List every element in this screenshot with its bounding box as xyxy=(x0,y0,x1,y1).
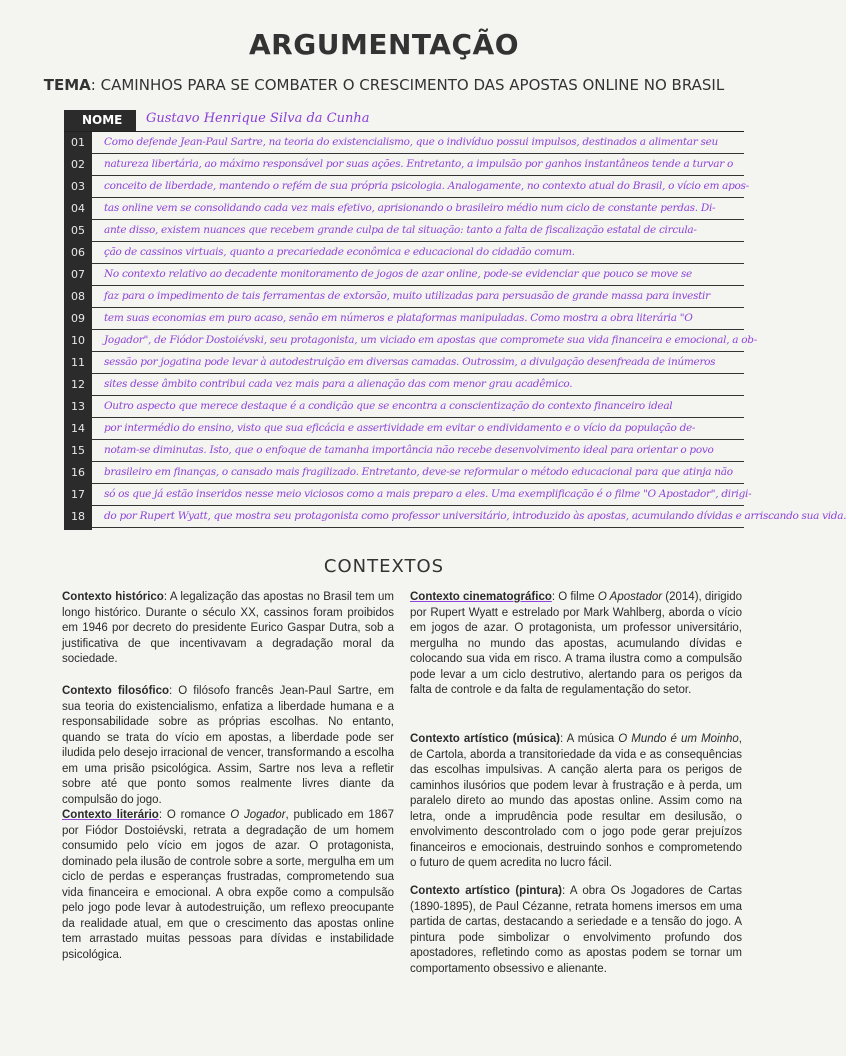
line-number: 15 xyxy=(71,444,85,457)
handwritten-line[interactable]: por intermédio do ensino, visto que sua eficácia e assertividade em evitar o endividamento e o vício da população de- xyxy=(104,422,696,434)
page-title: ARGUMENTAÇÃO xyxy=(249,28,519,61)
line-number: 10 xyxy=(71,334,85,347)
handwritten-line[interactable]: tem suas economias em puro acaso, senão em números e plataformas manipuladas. Como mostra a obra literária "O xyxy=(104,312,693,324)
handwritten-line[interactable]: brasileiro em finanças, o cansado mais fragilizado. Entretanto, deve-se reformular o método educacional para que atinja não xyxy=(104,466,733,478)
context-filosofico xyxy=(62,684,394,808)
context-musica-work: O Mundo é um Moinho xyxy=(618,733,739,745)
line-number: 07 xyxy=(71,268,85,281)
line-number: 13 xyxy=(71,400,85,413)
handwritten-line[interactable]: sites desse âmbito contribui cada vez mais para a alienação das com menor grau acadêmico. xyxy=(104,378,573,390)
handwritten-line[interactable]: faz para o impedimento de tais ferramentas de extorsão, muito utilizadas para persuasão de grande massa para investir xyxy=(104,290,710,302)
line-number: 18 xyxy=(71,510,85,523)
context-pintura-head: Contexto artístico (pintura) xyxy=(410,885,562,897)
handwritten-line[interactable]: conceito de liberdade, mantendo o refém de sua própria psicologia. Analogamente, no contexto atual do Brasil, o vício em apos- xyxy=(104,180,749,192)
line-number: 06 xyxy=(71,246,85,259)
handwritten-line[interactable]: ção de cassinos virtuais, quanto a precariedade econômica e educacional do cidadão comum. xyxy=(104,246,575,258)
context-historico-head: Contexto histórico xyxy=(62,591,164,603)
line-number: 17 xyxy=(71,488,85,501)
context-literario-pre: : O romance xyxy=(158,809,231,821)
context-literario-head: Contexto literário xyxy=(62,809,159,821)
context-musica-pre: : A música xyxy=(560,733,619,745)
theme-label: TEMA xyxy=(43,76,91,94)
line-number: 14 xyxy=(71,422,85,435)
context-pintura xyxy=(410,884,742,977)
context-filosofico-text: : O filósofo francês Jean-Paul Sartre, em sua teoria do existencialismo, enfatiza a liberdade humana e a responsabilidade sobre as próprias escolhas. No entanto, quando se trata do vício em apostas, a liberdade pode ser iludida pelo desejo irracional de vencer, transformando a escolha em uma prisão psicológica. Assim, Sartre nos leva a refletir sobre até que ponto somos realmente livres diante da compulsão do jogo. xyxy=(62,685,394,806)
handwritten-line[interactable]: Outro aspecto que merece destaque é a condição que se encontra a conscientização do contexto financeiro ideal xyxy=(104,400,673,412)
line-number: 16 xyxy=(71,466,85,479)
handwritten-line[interactable]: do por Rupert Wyatt, que mostra seu protagonista como professor universitário, introduzido às apostas, acumulando dívidas e arriscando sua vida. xyxy=(104,510,846,522)
line-number: 05 xyxy=(71,224,85,237)
theme-text: : CAMINHOS PARA SE COMBATER O CRESCIMENTO DAS APOSTAS ONLINE NO BRASIL xyxy=(90,76,725,94)
context-cinematografico-text: (2014), dirigido por Rupert Wyatt e estrelado por Mark Wahlberg, aborda o vício em jogos de azar. O protagonista, um professor universitário, mergulha no mundo das apostas, acumulando dívidas e colocando sua vida em risco. A trama ilustra como a compulsão pode levar a um ciclo destrutivo, alertando para os perigos da falta de controle e da falta de regulamentação do setor. xyxy=(410,591,743,696)
context-cinematografico-pre: : O filme xyxy=(551,591,598,603)
line-number: 02 xyxy=(71,158,85,171)
context-pintura-text: : A obra Os Jogadores de Cartas (1890-1895), de Paul Cézanne, retrata homens imersos em uma partida de cartas, destacando a seriedade e a tensão do jogo. A pintura pode simbolizar o envolvimento profundo dos apostadores, refletindo como as apostas podem se tornar um comportamento obsessivo e alienante. xyxy=(410,885,742,975)
theme-line xyxy=(0,76,768,94)
handwritten-line[interactable]: sessão por jogatina pode levar à autodestruição em diversas camadas. Outrossim, a divulgação desenfreada de inúmeros xyxy=(104,356,716,368)
context-filosofico-head: Contexto filosófico xyxy=(62,685,170,697)
handwritten-line[interactable]: tas online vem se consolidando cada vez mais efetivo, aprisionando o brasileiro médio num ciclo de constante perdas. Di- xyxy=(104,202,716,214)
handwritten-line[interactable]: ante disso, existem nuances que recebem grande culpa de tal situação: tanto a falta de fiscalização estatal de circula- xyxy=(104,224,697,236)
context-cinematografico xyxy=(410,590,742,699)
line-number: 12 xyxy=(71,378,85,391)
context-historico xyxy=(62,590,394,668)
context-cinematografico-head: Contexto cinematográfico xyxy=(410,591,552,603)
context-musica-head: Contexto artístico (música) xyxy=(410,733,561,745)
contexts-title: CONTEXTOS xyxy=(323,556,445,577)
context-historico-text: : A legalização das apostas no Brasil tem um longo histórico. Durante o século XX, cassinos foram proibidos em 1946 por decreto do presidente Eurico Gaspar Dutra, sob a justificativa de que incentivavam a degradação moral da sociedade. xyxy=(62,591,394,665)
handwritten-line[interactable]: No contexto relativo ao decadente monitoramento de jogos de azar online, pode-se evidenciar que pouco se move se xyxy=(104,268,692,280)
handwritten-line[interactable]: notam-se diminutas. Isto, que o enfoque de tamanha importância não recebe desenvolvimento ideal para orientar o povo xyxy=(104,444,714,456)
line-number: 08 xyxy=(71,290,85,303)
context-cinematografico-work: O Apostador xyxy=(597,591,663,603)
handwritten-line[interactable]: Como defende Jean-Paul Sartre, na teoria do existencialismo, que o indivíduo possui impulsos, destinados a alimentar seu xyxy=(104,136,718,148)
context-musica-text: , de Cartola, aborda a transitoriedade da vida e as consequências das escolhas impulsivas. A canção alerta para os perigos de caminhos ilusórios que podem levar à frustração e à perda, um paralelo direto ao mundo das apostas online. Assim como na letra, onde a imprudência pode resultar em desilusão, o envolvimento descontrolado com o jogo pode gerar prejuízos financeiros e emocionais, destruindo sonhos e comprometendo o futuro de quem acredita no lucro fácil. xyxy=(410,733,742,869)
context-literario xyxy=(62,808,394,963)
context-musica xyxy=(410,732,742,872)
name-row xyxy=(64,110,744,132)
line-number: 11 xyxy=(71,356,85,369)
line-number: 09 xyxy=(71,312,85,325)
handwritten-line[interactable]: Jogador", de Fiódor Dostoiévski, seu protagonista, um viciado em apostas que compromete sua vida financeira e emocional, a ob- xyxy=(104,334,757,346)
line-number: 01 xyxy=(71,136,85,149)
line-number: 04 xyxy=(71,202,85,215)
context-literario-text: , publicado em 1867 por Fiódor Dostoiévski, retrata a degradação de um homem consumido pelo vício em jogos de azar. O protagonista, dominado pela ilusão de controle sobre a sorte, mergulha em um ciclo de perdas e esperanças frustradas, comprometendo sua vida financeira e emocional. A obra expõe como a compulsão pelo jogo pode levar à autodestruição, um reflexo preocupante da realidade atual, em que o crescimento das apostas online tem arrastado muitas pessoas para dívidas e instabilidade psicológica. xyxy=(62,809,394,961)
line-number: 03 xyxy=(71,180,85,193)
name-field[interactable]: Gustavo Henrique Silva da Cunha xyxy=(146,111,370,126)
answer-sheet xyxy=(64,110,846,530)
handwritten-line[interactable]: só os que já estão inseridos nesse meio viciosos como a mais preparo a eles. Uma exemplificação é o filme "O Apostador", dirigi- xyxy=(104,488,752,500)
context-literario-work: O Jogador xyxy=(230,809,286,821)
handwritten-line[interactable]: natureza libertária, ao máximo responsável por suas ações. Entretanto, a impulsão por ganhos instantâneos tende a turvar o xyxy=(104,158,734,170)
name-label: NOME xyxy=(64,110,136,131)
